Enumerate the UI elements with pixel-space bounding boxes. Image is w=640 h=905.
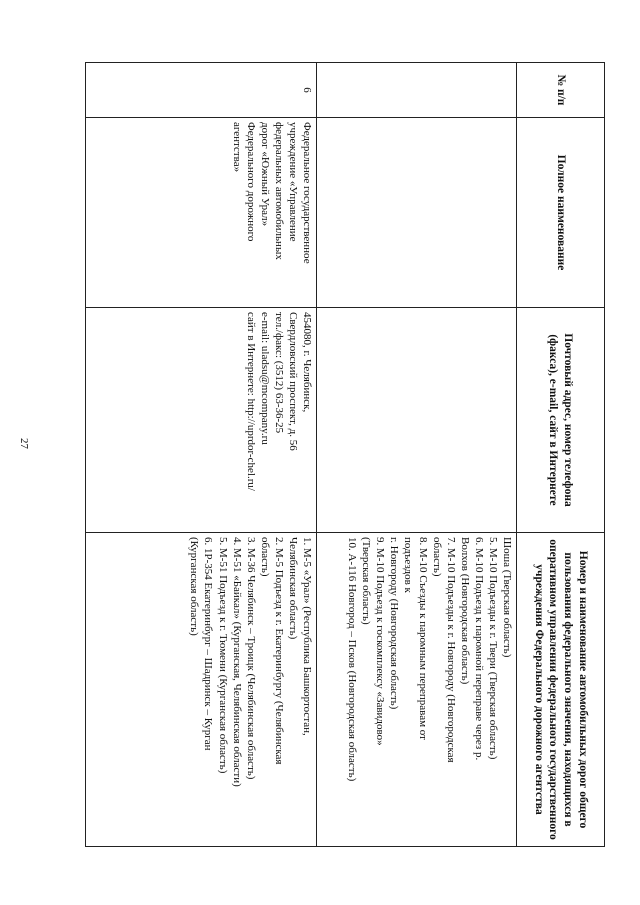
road-line: 7. М-10 Подъезды к г. Новгороду (Новгородская	[444, 537, 457, 763]
cont-roads-cell	[317, 533, 517, 847]
road-line: 5. М-10 Подъезды к г. Твери (Тверская область)	[486, 537, 499, 760]
email-line: e-mail: uladsu@mcompany.ru	[258, 312, 271, 445]
road-line: (Тверская область)	[360, 537, 373, 625]
road-line: 2. М-5 Подъезд к г. Екатеринбургу (Челябинская	[272, 537, 285, 765]
website-line: сайт в Интернете: http://uprdor-chel.ru/	[244, 312, 257, 491]
address-line: Свердловский проспект, д. 56	[286, 312, 299, 451]
row6-roads-cell	[86, 533, 317, 847]
header-address: Почтовый адрес, номер телефона (факса), e-mail, сайт в Интернете	[517, 308, 605, 533]
road-line: область)	[258, 537, 271, 577]
org-name-line: Федеральное государственное	[301, 122, 313, 264]
table-row-6	[86, 63, 317, 847]
road-line: 1. М-5 «Урал» (Республика Башкортостан,	[301, 537, 313, 736]
road-line: Челябинская область)	[286, 537, 299, 640]
road-line: 8. М-10 Съезды к паромным переправам от	[416, 537, 429, 740]
address-line: 454080, г. Челябинск,	[301, 312, 313, 413]
road-line: 5. М-51 Подъезд к г. Тюмени (Курганская область)	[216, 537, 229, 774]
page-number: 27	[18, 438, 30, 449]
cont-name-cell	[317, 118, 517, 308]
org-name-line: учреждение «Управление	[286, 122, 299, 242]
header-name: Полное наименование	[517, 118, 605, 308]
road-line: (Курганская область)	[188, 537, 201, 636]
header-roads: Номер и наименование автомобильных дорог общего пользования федерального значения, находящихся в оперативном управлении федерального государственного учреждения Федерального дорожного агентства	[517, 533, 605, 847]
road-line: г. Новгороду (Новгородская область)	[388, 537, 401, 710]
cont-num-cell	[317, 63, 517, 118]
org-name-line: Федерального дорожного	[244, 122, 257, 242]
road-line: 10. А-116 Новгород – Псков (Новгородская область)	[346, 537, 359, 782]
organizations-table	[85, 62, 605, 847]
phone-line: тел./факс: (3512) 63-36-25	[272, 312, 285, 434]
road-line: Волхов (Новгородская область)	[458, 537, 471, 685]
cont-address-cell	[317, 308, 517, 533]
table-row-continuation	[317, 63, 517, 847]
org-name-line: федеральных автомобильных	[272, 122, 285, 260]
header-num: № п/п	[517, 63, 605, 118]
road-line: 9. М-10 Подъезд к госкомплексу «Завидово»	[374, 537, 387, 746]
road-line: область)	[430, 537, 443, 577]
road-line: подъездов к	[402, 537, 415, 593]
table-header-row	[517, 63, 605, 847]
road-line: Шоша (Тверская область)	[501, 537, 513, 658]
org-name-line: дорог «Южный Урал»	[258, 122, 271, 227]
road-line: 6. 1Р-354 Екатеринбург – Шадринск – Курган	[202, 537, 215, 751]
row6-name-cell	[86, 118, 317, 308]
road-line: 4. М-51 «Байкал» (Курганская, Челябинская области)	[230, 537, 243, 787]
row6-num: 6	[86, 63, 317, 118]
road-line: 3. М-36 Челябинск – Троицк (Челябинская область)	[244, 537, 257, 780]
row6-address-cell	[86, 308, 317, 533]
rotated-page-content	[85, 62, 605, 846]
org-name-line: агентства»	[230, 122, 243, 173]
road-line: 6. М-10 Подъезд к паромной переправе через р.	[472, 537, 485, 761]
